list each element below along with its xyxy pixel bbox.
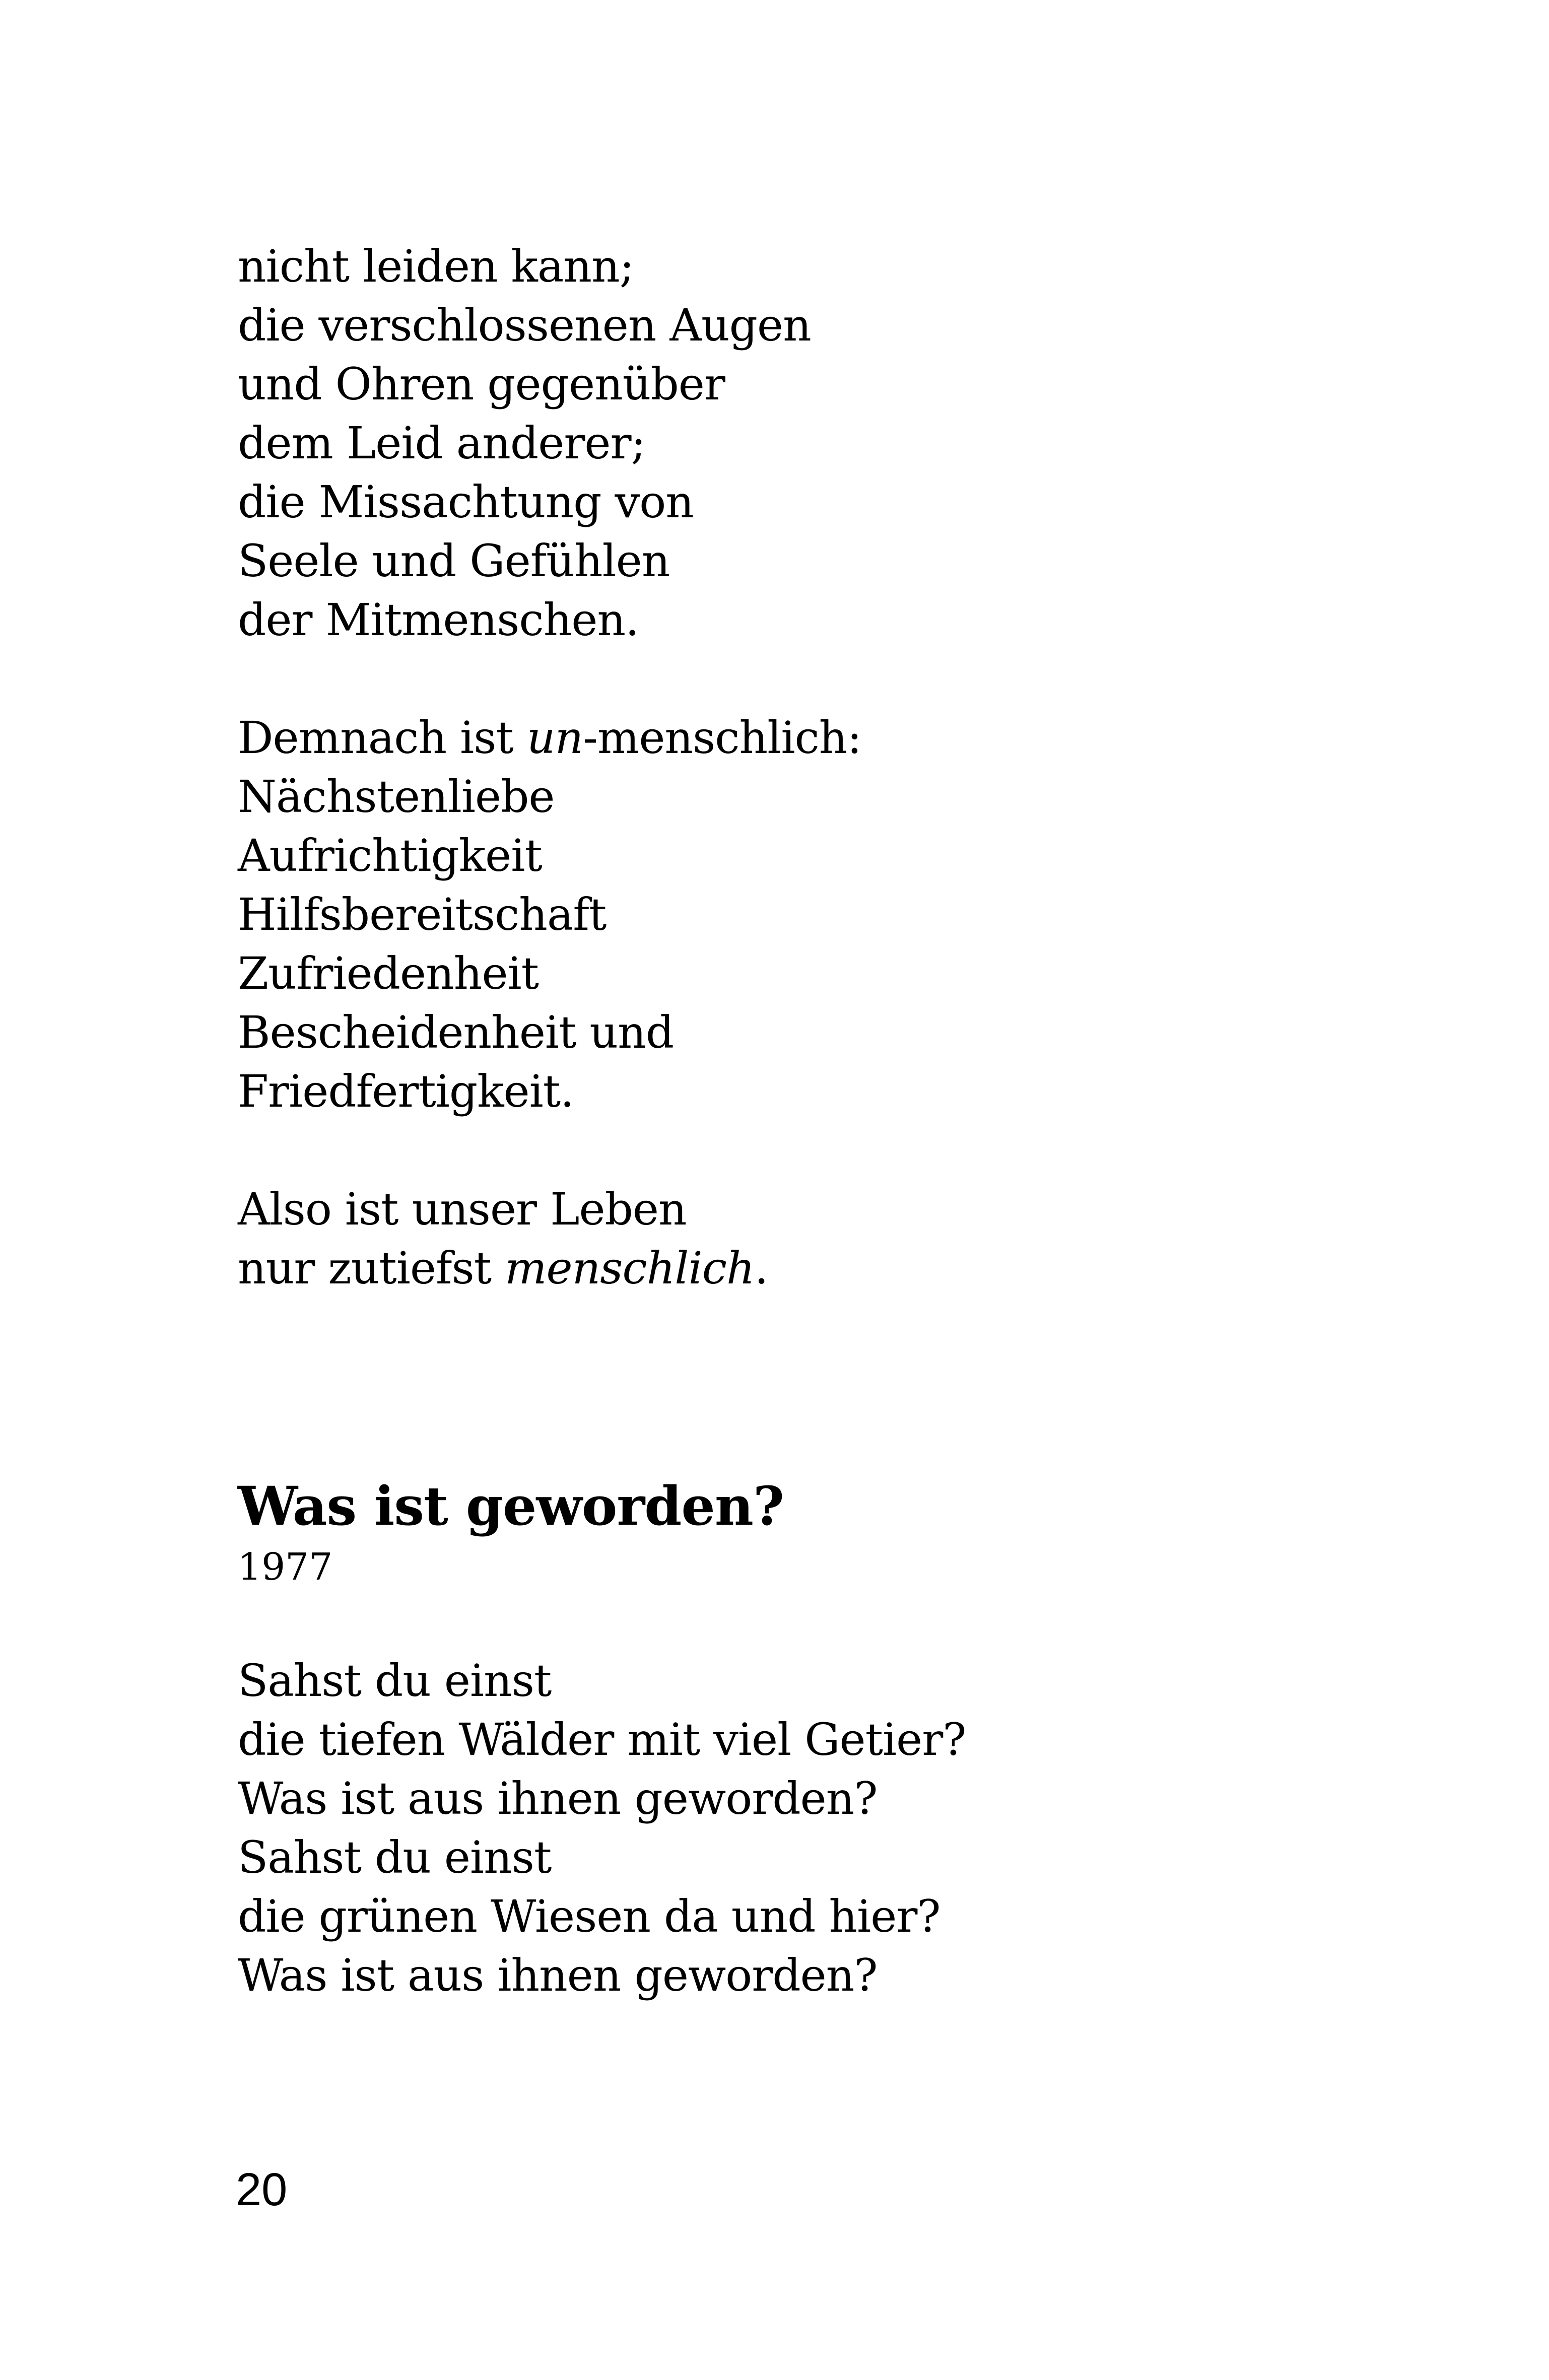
poem-line: Hilfsbereitschaft bbox=[238, 889, 607, 940]
poem-year: 1977 bbox=[238, 1545, 333, 1589]
poem-line: Aufrichtigkeit bbox=[238, 830, 542, 881]
stanza-2 bbox=[238, 708, 861, 1121]
poem-line: die verschlossenen Augen bbox=[238, 299, 811, 351]
poem-line bbox=[238, 1239, 768, 1298]
italic-text: menschlich bbox=[505, 1242, 755, 1294]
poem-line: Nächstenliebe bbox=[238, 771, 555, 823]
poem-line: Friedfertigkeit. bbox=[238, 1065, 574, 1117]
poem-line bbox=[238, 708, 861, 767]
poem-line: die tiefen Wälder mit viel Getier? bbox=[238, 1714, 966, 1765]
poem-line: dem Leid anderer; bbox=[238, 417, 646, 469]
poem-line: Bescheidenheit und bbox=[238, 1006, 674, 1058]
text-run: . bbox=[754, 1242, 768, 1294]
stanza-1 bbox=[238, 237, 811, 649]
text-run: -menschlich: bbox=[583, 712, 862, 764]
poem-title: Was ist geworden? bbox=[238, 1474, 784, 1537]
poem-line: die Missachtung von bbox=[238, 476, 694, 528]
poem-line: Zufriedenheit bbox=[238, 947, 539, 999]
poem-line: Sahst du einst bbox=[238, 1831, 552, 1883]
poem-2-stanza bbox=[238, 1651, 966, 2005]
text-run: nur zutiefst bbox=[238, 1242, 505, 1294]
italic-text: un bbox=[526, 712, 583, 764]
poem-line: die grünen Wiesen da und hier? bbox=[238, 1890, 940, 1942]
stanza-3 bbox=[238, 1180, 768, 1298]
poem-line: nicht leiden kann; bbox=[238, 240, 634, 292]
page-number: 20 bbox=[236, 2164, 288, 2215]
poem-line: Seele und Gefühlen bbox=[238, 535, 670, 587]
poem-line: Was ist aus ihnen geworden? bbox=[238, 1949, 878, 2001]
poem-line: und Ohren gegenüber bbox=[238, 358, 725, 410]
poem-line: der Mitmenschen. bbox=[238, 594, 639, 646]
poem-line: Was ist aus ihnen geworden? bbox=[238, 1773, 878, 1824]
text-run: Demnach ist bbox=[238, 712, 527, 764]
poem-line: Sahst du einst bbox=[238, 1655, 552, 1707]
poem-line: Also ist unser Leben bbox=[238, 1183, 687, 1235]
